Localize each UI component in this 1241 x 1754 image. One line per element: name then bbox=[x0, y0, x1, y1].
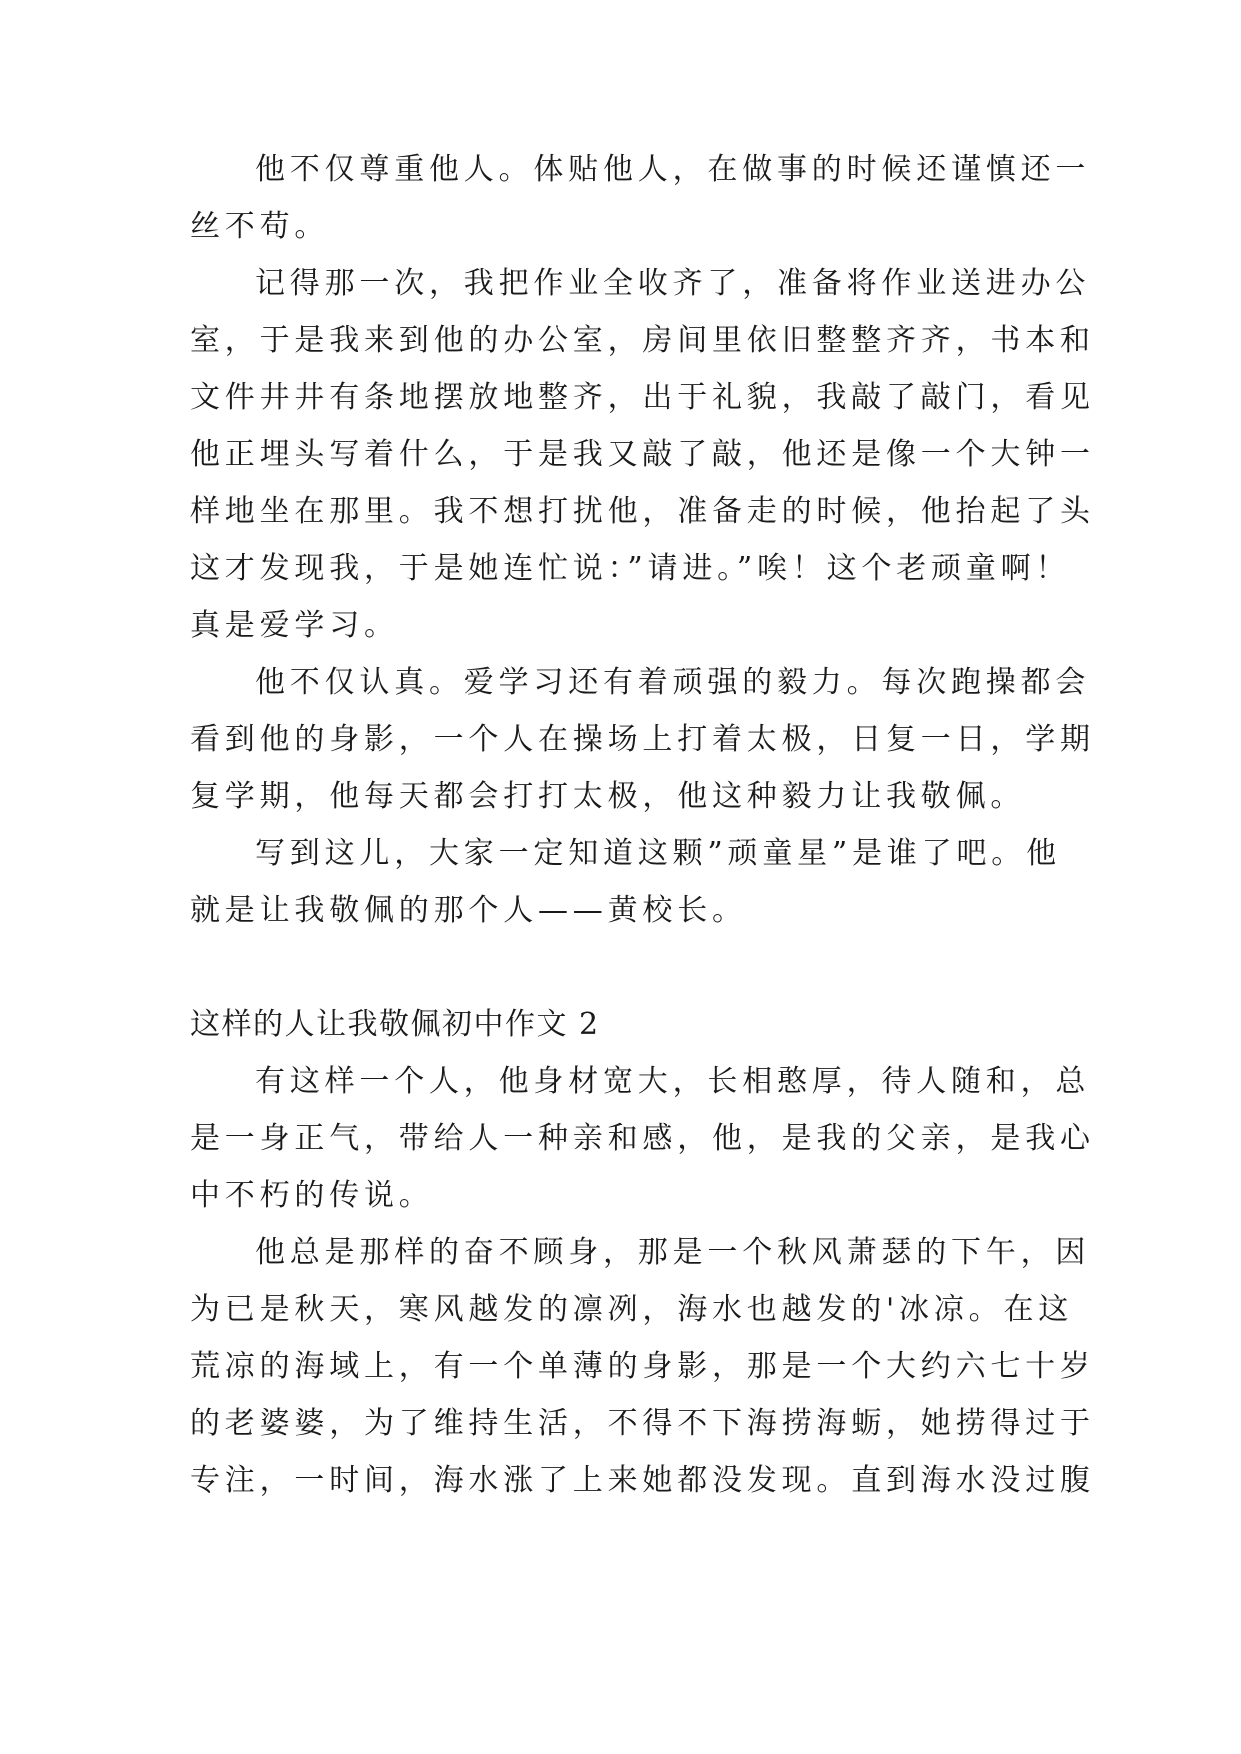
paragraph-line: 真是爱学习。 bbox=[190, 608, 399, 643]
paragraph-line: 为已是秋天，寒风越发的凛冽，海水也越发的'冰凉。在这 bbox=[190, 1292, 1074, 1327]
paragraph-line: 他不仅认真。爱学习还有着顽强的毅力。每次跑操都会 bbox=[255, 665, 1091, 700]
paragraph-line: 丝不苟。 bbox=[190, 209, 330, 244]
paragraph-line: 就是让我敬佩的那个人——黄校长。 bbox=[190, 893, 747, 928]
paragraph-line: 这才发现我，于是她连忙说：”请进。”唉！这个老顽童啊！ bbox=[190, 551, 1071, 586]
essay-title: 这样的人让我敬佩初中作文 2 bbox=[190, 1007, 600, 1042]
paragraph-line: 有这样一个人，他身材宽大，长相憨厚，待人随和，总 bbox=[255, 1064, 1091, 1099]
paragraph-line: 专注，一时间，海水涨了上来她都没发现。直到海水没过腹 bbox=[190, 1463, 1095, 1498]
paragraph-line: 室，于是我来到他的办公室，房间里依旧整整齐齐，书本和 bbox=[190, 323, 1095, 358]
paragraph-line: 记得那一次，我把作业全收齐了，准备将作业送进办公 bbox=[255, 266, 1091, 301]
paragraph-line: 写到这儿，大家一定知道这颗”顽童星”是谁了吧。他 bbox=[255, 836, 1061, 871]
paragraph-line: 的老婆婆，为了维持生活，不得不下海捞海蛎，她捞得过于 bbox=[190, 1406, 1095, 1441]
paragraph-line: 是一身正气，带给人一种亲和感，他，是我的父亲，是我心 bbox=[190, 1121, 1095, 1156]
paragraph-line: 看到他的身影，一个人在操场上打着太极，日复一日，学期 bbox=[190, 722, 1095, 757]
paragraph-line: 他正埋头写着什么，于是我又敲了敲，他还是像一个大钟一 bbox=[190, 437, 1095, 472]
paragraph-line: 复学期，他每天都会打打太极，他这种毅力让我敬佩。 bbox=[190, 779, 1026, 814]
paragraph-line: 他总是那样的奋不顾身，那是一个秋风萧瑟的下午，因 bbox=[255, 1235, 1091, 1270]
paragraph-line: 中不朽的传说。 bbox=[190, 1178, 434, 1213]
paragraph-line: 荒凉的海域上，有一个单薄的身影，那是一个大约六七十岁 bbox=[190, 1349, 1095, 1384]
paragraph-line: 文件井井有条地摆放地整齐，出于礼貌，我敲了敲门，看见 bbox=[190, 380, 1095, 415]
paragraph-line: 他不仅尊重他人。体贴他人，在做事的时候还谨慎还一 bbox=[255, 152, 1091, 187]
paragraph-line: 样地坐在那里。我不想打扰他，准备走的时候，他抬起了头 bbox=[190, 494, 1095, 529]
